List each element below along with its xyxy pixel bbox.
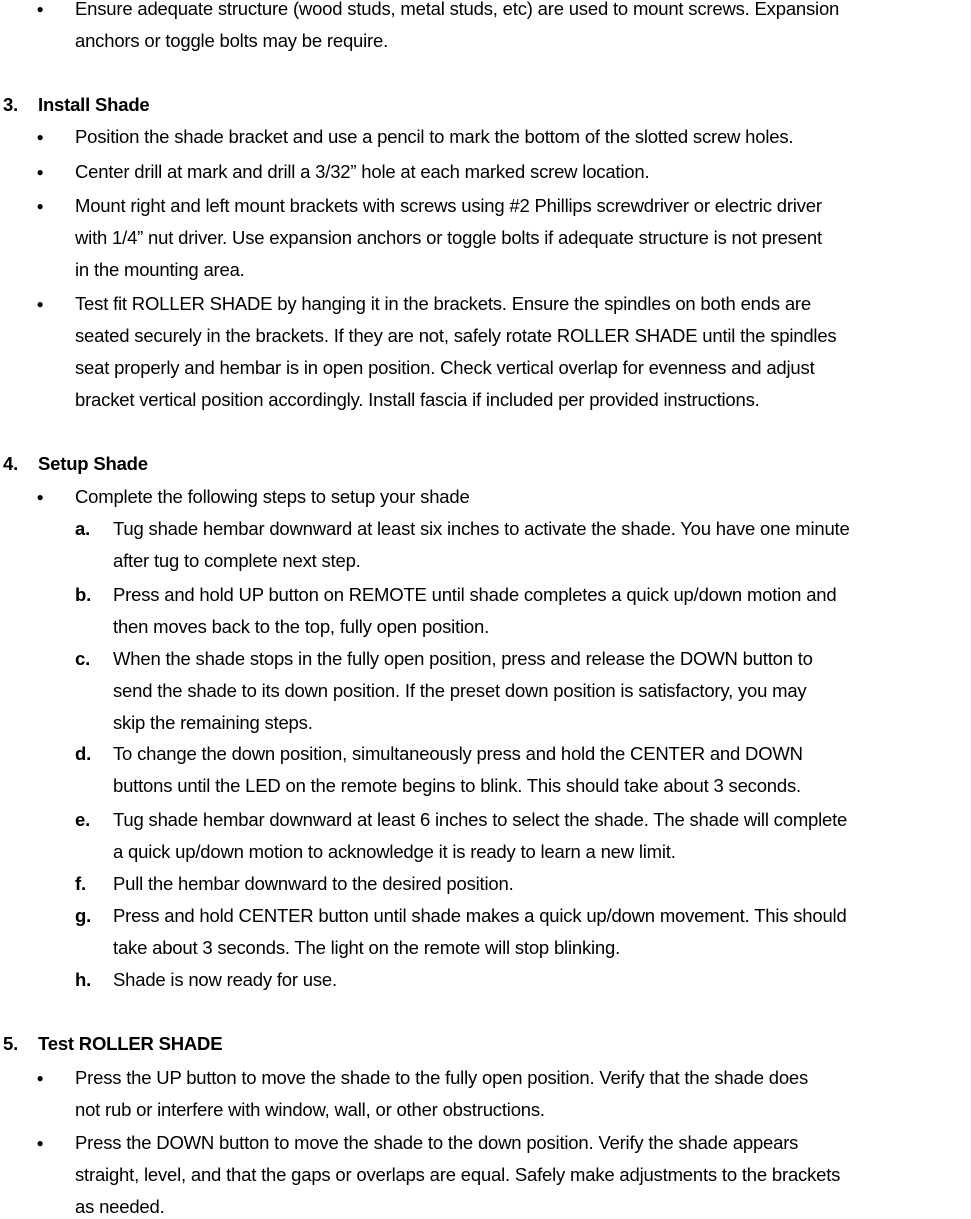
step-text: skip the remaining steps. — [113, 712, 313, 733]
step-text: To change the down position, simultaneously press and hold the CENTER and DOWN — [113, 743, 803, 764]
list-item — [0, 292, 971, 316]
step-text: send the shade to its down position. If the preset down position is satisfactory, you may — [113, 680, 807, 701]
step-a — [0, 517, 971, 541]
step-b-continuation — [0, 615, 971, 639]
section-title: Test ROLLER SHADE — [38, 1033, 223, 1054]
bullet-icon: ● — [36, 165, 44, 179]
list-item-continuation — [0, 356, 971, 380]
list-item-continuation — [0, 1195, 971, 1219]
step-e — [0, 808, 971, 832]
step-label: b. — [75, 584, 92, 605]
list-item-continuation — [0, 29, 971, 53]
list-item-text: as needed. — [75, 1196, 165, 1217]
list-item-text: Mount right and left mount brackets with screws using #2 Phillips screwdriver or electric driver — [75, 195, 822, 216]
list-item-text: in the mounting area. — [75, 259, 245, 280]
section-number: 5. — [3, 1033, 19, 1054]
list-item-text: Press the UP button to move the shade to the fully open position. Verify that the shade does — [75, 1067, 809, 1088]
step-g — [0, 904, 971, 928]
section-heading-test-roller-shade — [0, 1032, 971, 1056]
step-d — [0, 742, 971, 766]
section-heading-setup-shade — [0, 452, 971, 476]
bullet-icon: ● — [36, 130, 44, 144]
list-item-continuation — [0, 258, 971, 282]
list-item-continuation — [0, 324, 971, 348]
list-item — [0, 485, 971, 509]
step-label: f. — [75, 873, 86, 894]
step-b — [0, 583, 971, 607]
step-text: after tug to complete next step. — [113, 550, 361, 571]
bullet-icon: ● — [36, 2, 44, 16]
list-item-text: seated securely in the brackets. If they are not, safely rotate ROLLER SHADE until the spindles — [75, 325, 837, 346]
step-c — [0, 647, 971, 671]
step-label: e. — [75, 809, 91, 830]
list-item-text: Press the DOWN button to move the shade to the down position. Verify the shade appears — [75, 1132, 799, 1153]
step-text: a quick up/down motion to acknowledge it is ready to learn a new limit. — [113, 841, 676, 862]
section-number: 4. — [3, 453, 19, 474]
list-item-text: Center drill at mark and drill a 3/32” hole at each marked screw location. — [75, 161, 650, 182]
list-item — [0, 1066, 971, 1090]
step-text: Press and hold UP button on REMOTE until shade completes a quick up/down motion and — [113, 584, 837, 605]
list-item-text: with 1/4” nut driver. Use expansion anchors or toggle bolts if adequate structure is not present — [75, 227, 822, 248]
list-item — [0, 1131, 971, 1155]
list-item-continuation — [0, 388, 971, 412]
step-label: d. — [75, 743, 92, 764]
list-item-text: bracket vertical position accordingly. Install fascia if included per provided instructions. — [75, 389, 760, 410]
step-text: Pull the hembar downward to the desired position. — [113, 873, 514, 894]
step-label: a. — [75, 518, 91, 539]
step-f — [0, 872, 971, 896]
bullet-icon: ● — [36, 199, 44, 213]
step-h — [0, 968, 971, 992]
step-a-continuation — [0, 549, 971, 573]
step-e-continuation — [0, 840, 971, 864]
step-text: take about 3 seconds. The light on the remote will stop blinking. — [113, 937, 621, 958]
bullet-icon: ● — [36, 297, 44, 311]
step-text: Press and hold CENTER button until shade makes a quick up/down movement. This should — [113, 905, 847, 926]
list-item — [0, 160, 971, 184]
list-item-continuation — [0, 226, 971, 250]
step-label: h. — [75, 969, 92, 990]
step-g-continuation — [0, 936, 971, 960]
list-item-text: Ensure adequate structure (wood studs, metal studs, etc) are used to mount screws. Expansion — [75, 0, 840, 19]
step-c-continuation — [0, 679, 971, 703]
step-text: then moves back to the top, fully open position. — [113, 616, 490, 637]
list-item-text: not rub or interfere with window, wall, or other obstructions. — [75, 1099, 545, 1120]
step-text: When the shade stops in the fully open position, press and release the DOWN button to — [113, 648, 813, 669]
bullet-icon: ● — [36, 1071, 44, 1085]
step-label: g. — [75, 905, 92, 926]
step-text: Tug shade hembar downward at least six inches to activate the shade. You have one minute — [113, 518, 850, 539]
step-text: Shade is now ready for use. — [113, 969, 337, 990]
list-item-text: Complete the following steps to setup your shade — [75, 486, 470, 507]
section-title: Install Shade — [38, 94, 150, 115]
list-item-text: seat properly and hembar is in open position. Check vertical overlap for evenness and adjust — [75, 357, 815, 378]
list-item-continuation — [0, 1098, 971, 1122]
list-item-text: anchors or toggle bolts may be require. — [75, 30, 389, 51]
list-item — [0, 0, 971, 21]
list-item — [0, 194, 971, 218]
section-title: Setup Shade — [38, 453, 148, 474]
list-item-text: Position the shade bracket and use a pencil to mark the bottom of the slotted screw holes. — [75, 126, 794, 147]
list-item-text: Test fit ROLLER SHADE by hanging it in the brackets. Ensure the spindles on both ends are — [75, 293, 811, 314]
list-item — [0, 125, 971, 149]
section-number: 3. — [3, 94, 19, 115]
step-d-continuation — [0, 774, 971, 798]
bullet-icon: ● — [36, 1136, 44, 1150]
bullet-icon: ● — [36, 490, 44, 504]
list-item-text: straight, level, and that the gaps or overlaps are equal. Safely make adjustments to the brackets — [75, 1164, 841, 1185]
step-text: Tug shade hembar downward at least 6 inches to select the shade. The shade will complete — [113, 809, 848, 830]
step-c-continuation — [0, 711, 971, 735]
list-item-continuation — [0, 1163, 971, 1187]
step-label: c. — [75, 648, 91, 669]
step-text: buttons until the LED on the remote begins to blink. This should take about 3 seconds. — [113, 775, 801, 796]
section-heading-install-shade — [0, 93, 971, 117]
